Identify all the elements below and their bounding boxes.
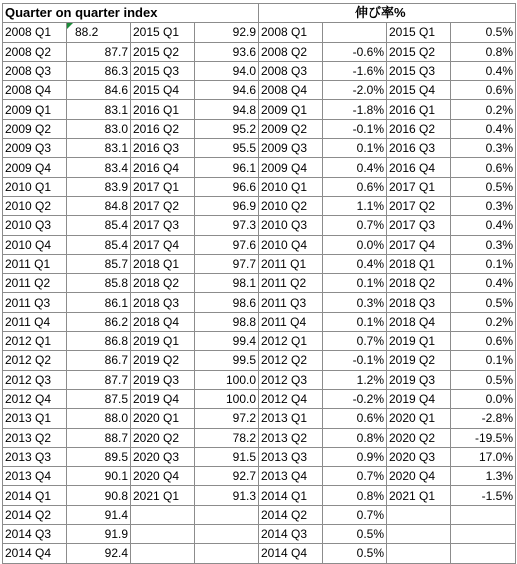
index-value-cell[interactable]: 91.9: [67, 525, 131, 544]
growth-rate-cell[interactable]: 0.3%: [323, 293, 387, 312]
quarter-cell[interactable]: 2016 Q1: [131, 100, 195, 119]
table-row: [3, 139, 516, 158]
growth-rate-cell[interactable]: -1.5%: [451, 486, 516, 505]
quarter-cell[interactable]: 2013 Q3: [3, 447, 67, 466]
index-value-cell[interactable]: 86.2: [67, 312, 131, 331]
quarter-cell[interactable]: 2017 Q2: [131, 196, 195, 215]
table-row: [3, 274, 516, 293]
table-row: [3, 447, 516, 466]
quarter-cell[interactable]: 2012 Q3: [3, 370, 67, 389]
growth-rate-cell[interactable]: [451, 525, 516, 544]
growth-rate-cell[interactable]: -2.8%: [451, 409, 516, 428]
quarter-cell[interactable]: [131, 544, 195, 563]
quarter-cell[interactable]: 2010 Q3: [259, 216, 323, 235]
index-value-cell[interactable]: 85.7: [67, 254, 131, 273]
growth-rate-cell[interactable]: 0.6%: [451, 158, 516, 177]
index-value-cell[interactable]: 87.5: [67, 389, 131, 408]
index-value-cell[interactable]: 99.4: [195, 332, 259, 351]
growth-rate-cell[interactable]: 0.1%: [451, 351, 516, 370]
index-value-cell[interactable]: 83.1: [67, 100, 131, 119]
quarter-cell[interactable]: 2009 Q2: [259, 119, 323, 138]
quarter-cell[interactable]: 2012 Q2: [259, 351, 323, 370]
quarter-cell[interactable]: 2014 Q2: [3, 505, 67, 524]
quarter-cell[interactable]: 2015 Q1: [131, 23, 195, 42]
quarter-cell[interactable]: 2021 Q1: [387, 486, 451, 505]
quarter-cell[interactable]: 2015 Q4: [131, 81, 195, 100]
quarter-cell[interactable]: 2013 Q2: [259, 428, 323, 447]
index-value-cell[interactable]: 88.0: [67, 409, 131, 428]
quarter-cell[interactable]: 2019 Q1: [387, 332, 451, 351]
quarter-cell[interactable]: 2015 Q3: [131, 61, 195, 80]
quarter-cell[interactable]: 2020 Q2: [131, 428, 195, 447]
index-value-cell[interactable]: 87.7: [67, 370, 131, 389]
quarter-cell[interactable]: 2012 Q3: [259, 370, 323, 389]
quarter-cell[interactable]: 2017 Q3: [131, 216, 195, 235]
quarter-cell[interactable]: 2008 Q4: [3, 81, 67, 100]
quarter-cell[interactable]: 2012 Q4: [3, 389, 67, 408]
index-value-cell[interactable]: 96.6: [195, 177, 259, 196]
quarter-cell[interactable]: 2009 Q3: [3, 139, 67, 158]
quarter-cell[interactable]: 2010 Q1: [3, 177, 67, 196]
quarter-cell[interactable]: 2011 Q4: [3, 312, 67, 331]
index-value-cell[interactable]: 99.5: [195, 351, 259, 370]
quarter-cell[interactable]: 2014 Q3: [259, 525, 323, 544]
quarter-cell[interactable]: 2018 Q1: [387, 254, 451, 273]
index-value-cell[interactable]: 97.2: [195, 409, 259, 428]
quarter-cell[interactable]: 2017 Q1: [131, 177, 195, 196]
table-row: [3, 332, 516, 351]
quarter-cell[interactable]: 2013 Q2: [3, 428, 67, 447]
growth-rate-cell[interactable]: 0.6%: [323, 177, 387, 196]
quarter-cell[interactable]: 2016 Q3: [387, 139, 451, 158]
quarter-cell[interactable]: 2010 Q4: [259, 235, 323, 254]
quarter-cell[interactable]: 2020 Q3: [131, 447, 195, 466]
growth-rate-cell[interactable]: 0.5%: [451, 177, 516, 196]
quarter-cell[interactable]: 2009 Q1: [259, 100, 323, 119]
quarter-cell[interactable]: 2011 Q2: [259, 274, 323, 293]
quarter-cell[interactable]: 2021 Q1: [131, 486, 195, 505]
quarter-cell[interactable]: [131, 505, 195, 524]
growth-rate-cell[interactable]: [451, 505, 516, 524]
growth-rate-cell[interactable]: -0.2%: [323, 389, 387, 408]
quarter-cell[interactable]: 2009 Q4: [3, 158, 67, 177]
quarter-cell[interactable]: 2016 Q1: [387, 100, 451, 119]
growth-rate-cell[interactable]: -19.5%: [451, 428, 516, 447]
growth-rate-cell[interactable]: 0.2%: [451, 100, 516, 119]
table-row: [3, 544, 516, 563]
quarter-cell[interactable]: 2019 Q3: [387, 370, 451, 389]
growth-rate-cell[interactable]: 0.0%: [451, 389, 516, 408]
growth-rate-cell[interactable]: 0.5%: [451, 23, 516, 42]
growth-rate-cell[interactable]: -0.6%: [323, 42, 387, 61]
quarter-cell[interactable]: 2013 Q4: [3, 467, 67, 486]
table-row: [3, 100, 516, 119]
growth-rate-cell[interactable]: 17.0%: [451, 447, 516, 466]
index-value-cell[interactable]: 100.0: [195, 389, 259, 408]
index-value-cell[interactable]: 96.9: [195, 196, 259, 215]
table-row: [3, 254, 516, 273]
index-value-cell[interactable]: 92.4: [67, 544, 131, 563]
index-value-cell[interactable]: 85.8: [67, 274, 131, 293]
quarter-cell[interactable]: 2020 Q1: [387, 409, 451, 428]
growth-rate-cell[interactable]: 0.5%: [323, 544, 387, 563]
quarter-cell[interactable]: 2015 Q2: [387, 42, 451, 61]
index-value-cell[interactable]: 97.6: [195, 235, 259, 254]
quarter-cell[interactable]: 2014 Q1: [259, 486, 323, 505]
quarter-cell[interactable]: 2017 Q2: [387, 196, 451, 215]
quarter-cell[interactable]: 2013 Q3: [259, 447, 323, 466]
index-value-cell[interactable]: 88.7: [67, 428, 131, 447]
index-value-cell[interactable]: 94.0: [195, 61, 259, 80]
header-row: [3, 4, 516, 23]
growth-rate-cell[interactable]: 0.8%: [323, 428, 387, 447]
growth-rate-cell[interactable]: 0.4%: [323, 254, 387, 273]
growth-rate-cell[interactable]: 0.7%: [323, 505, 387, 524]
quarter-cell[interactable]: 2009 Q1: [3, 100, 67, 119]
table-row: [3, 467, 516, 486]
growth-rate-cell[interactable]: 0.4%: [451, 61, 516, 80]
index-value-cell[interactable]: 84.6: [67, 81, 131, 100]
growth-rate-cell[interactable]: 0.3%: [451, 139, 516, 158]
quarter-cell[interactable]: 2009 Q4: [259, 158, 323, 177]
quarter-cell[interactable]: 2019 Q2: [131, 351, 195, 370]
index-value-cell[interactable]: 85.4: [67, 235, 131, 254]
quarter-cell[interactable]: 2015 Q1: [387, 23, 451, 42]
quarter-cell[interactable]: 2009 Q2: [3, 119, 67, 138]
table-row: [3, 389, 516, 408]
growth-rate-cell[interactable]: 0.4%: [451, 216, 516, 235]
growth-rate-cell[interactable]: -0.1%: [323, 119, 387, 138]
growth-rate-cell[interactable]: 0.5%: [451, 293, 516, 312]
growth-rate-cell[interactable]: 0.7%: [323, 467, 387, 486]
index-value-cell[interactable]: 94.8: [195, 100, 259, 119]
quarter-cell[interactable]: [131, 525, 195, 544]
quarter-cell[interactable]: 2010 Q2: [259, 196, 323, 215]
table-row: [3, 486, 516, 505]
growth-rate-cell[interactable]: 0.7%: [323, 332, 387, 351]
growth-rate-cell[interactable]: 0.8%: [323, 486, 387, 505]
quarter-cell[interactable]: 2017 Q4: [387, 235, 451, 254]
quarter-cell[interactable]: 2019 Q4: [131, 389, 195, 408]
quarter-cell[interactable]: 2009 Q3: [259, 139, 323, 158]
table-row: [3, 428, 516, 447]
quarter-cell[interactable]: 2008 Q2: [3, 42, 67, 61]
quarter-cell[interactable]: 2020 Q4: [131, 467, 195, 486]
header-title-right[interactable]: 伸び率%: [259, 4, 516, 23]
table-row: [3, 370, 516, 389]
quarter-cell[interactable]: 2018 Q4: [131, 312, 195, 331]
table-row: [3, 525, 516, 544]
index-value-cell[interactable]: 95.5: [195, 139, 259, 158]
spreadsheet-grid: [2, 3, 516, 564]
index-value-cell[interactable]: [195, 525, 259, 544]
index-value-cell[interactable]: 92.9: [195, 23, 259, 42]
quarter-cell[interactable]: 2020 Q4: [387, 467, 451, 486]
quarter-cell[interactable]: 2014 Q4: [3, 544, 67, 563]
quarter-cell[interactable]: 2008 Q4: [259, 81, 323, 100]
quarter-cell[interactable]: 2008 Q1: [3, 23, 67, 42]
growth-rate-cell[interactable]: 0.6%: [451, 81, 516, 100]
quarter-cell[interactable]: 2011 Q2: [3, 274, 67, 293]
index-value-cell[interactable]: 86.1: [67, 293, 131, 312]
index-value-cell[interactable]: 83.4: [67, 158, 131, 177]
table-row: [3, 61, 516, 80]
quarter-cell[interactable]: 2016 Q4: [131, 158, 195, 177]
index-value-cell[interactable]: 85.4: [67, 216, 131, 235]
quarter-cell[interactable]: 2010 Q1: [259, 177, 323, 196]
growth-rate-cell[interactable]: -2.0%: [323, 81, 387, 100]
growth-rate-cell[interactable]: 0.4%: [323, 158, 387, 177]
table-row: [3, 81, 516, 100]
index-value-cell[interactable]: 86.3: [67, 61, 131, 80]
growth-rate-cell[interactable]: 0.0%: [323, 235, 387, 254]
quarter-cell[interactable]: 2014 Q1: [3, 486, 67, 505]
table-row: [3, 42, 516, 61]
table-row: [3, 23, 516, 42]
quarter-cell[interactable]: 2011 Q4: [259, 312, 323, 331]
growth-rate-cell[interactable]: [323, 23, 387, 42]
quarter-cell[interactable]: 2020 Q1: [131, 409, 195, 428]
quarter-cell[interactable]: 2013 Q1: [259, 409, 323, 428]
table-row: [3, 351, 516, 370]
growth-rate-cell[interactable]: 0.1%: [323, 274, 387, 293]
index-value-cell[interactable]: 96.1: [195, 158, 259, 177]
index-value-cell[interactable]: 86.7: [67, 351, 131, 370]
quarter-cell[interactable]: 2011 Q3: [3, 293, 67, 312]
growth-rate-cell[interactable]: 0.3%: [451, 235, 516, 254]
index-value-cell[interactable]: 89.5: [67, 447, 131, 466]
quarter-cell[interactable]: 2013 Q1: [3, 409, 67, 428]
quarter-cell[interactable]: 2018 Q2: [387, 274, 451, 293]
quarter-cell[interactable]: 2008 Q3: [259, 61, 323, 80]
growth-rate-cell[interactable]: 0.3%: [451, 196, 516, 215]
quarter-cell[interactable]: 2017 Q1: [387, 177, 451, 196]
index-value-cell[interactable]: 83.9: [67, 177, 131, 196]
table-row: [3, 293, 516, 312]
growth-rate-cell[interactable]: 0.4%: [451, 119, 516, 138]
growth-rate-cell[interactable]: 0.4%: [451, 274, 516, 293]
quarter-cell[interactable]: 2019 Q3: [131, 370, 195, 389]
quarter-cell[interactable]: 2018 Q3: [387, 293, 451, 312]
table-row: [3, 196, 516, 215]
quarter-cell[interactable]: 2020 Q3: [387, 447, 451, 466]
index-value-cell[interactable]: 90.8: [67, 486, 131, 505]
growth-rate-cell[interactable]: 0.2%: [451, 312, 516, 331]
growth-rate-cell[interactable]: 0.9%: [323, 447, 387, 466]
growth-rate-cell[interactable]: 0.5%: [451, 370, 516, 389]
quarter-cell[interactable]: 2015 Q4: [387, 81, 451, 100]
index-value-cell[interactable]: 94.6: [195, 81, 259, 100]
index-value-cell[interactable]: 83.0: [67, 119, 131, 138]
growth-rate-cell[interactable]: 0.7%: [323, 216, 387, 235]
table-row: [3, 312, 516, 331]
quarter-cell[interactable]: [387, 505, 451, 524]
table-row: [3, 119, 516, 138]
quarter-cell[interactable]: 2016 Q2: [387, 119, 451, 138]
index-value-cell[interactable]: 97.3: [195, 216, 259, 235]
quarter-cell[interactable]: 2018 Q4: [387, 312, 451, 331]
table-row: [3, 177, 516, 196]
quarter-cell[interactable]: 2014 Q3: [3, 525, 67, 544]
quarter-cell[interactable]: 2019 Q4: [387, 389, 451, 408]
quarter-cell[interactable]: 2008 Q1: [259, 23, 323, 42]
index-value-cell[interactable]: 91.4: [67, 505, 131, 524]
table-row: [3, 216, 516, 235]
index-value-cell[interactable]: 87.7: [67, 42, 131, 61]
index-value-cell[interactable]: [195, 544, 259, 563]
index-value-cell[interactable]: 98.8: [195, 312, 259, 331]
index-value-cell[interactable]: 97.7: [195, 254, 259, 273]
selected-cell[interactable]: 88.2: [67, 23, 131, 42]
index-value-cell[interactable]: 93.6: [195, 42, 259, 61]
growth-rate-cell[interactable]: [451, 544, 516, 563]
growth-rate-cell[interactable]: -1.8%: [323, 100, 387, 119]
growth-rate-cell[interactable]: 1.2%: [323, 370, 387, 389]
table-row: [3, 235, 516, 254]
index-value-cell[interactable]: 95.2: [195, 119, 259, 138]
index-value-cell[interactable]: 98.1: [195, 274, 259, 293]
growth-rate-cell[interactable]: 0.8%: [451, 42, 516, 61]
quarter-cell[interactable]: 2010 Q2: [3, 196, 67, 215]
quarter-cell[interactable]: 2012 Q1: [259, 332, 323, 351]
table-row: [3, 505, 516, 524]
growth-rate-cell[interactable]: 0.5%: [323, 525, 387, 544]
quarter-cell[interactable]: 2017 Q3: [387, 216, 451, 235]
quarter-cell[interactable]: 2010 Q3: [3, 216, 67, 235]
quarter-cell[interactable]: 2018 Q3: [131, 293, 195, 312]
growth-rate-cell[interactable]: 0.1%: [323, 312, 387, 331]
index-value-cell[interactable]: 90.1: [67, 467, 131, 486]
quarter-cell[interactable]: 2018 Q2: [131, 274, 195, 293]
quarter-cell[interactable]: 2010 Q4: [3, 235, 67, 254]
growth-rate-cell[interactable]: 0.6%: [323, 409, 387, 428]
quarter-cell[interactable]: 2018 Q1: [131, 254, 195, 273]
growth-rate-cell[interactable]: 0.6%: [451, 332, 516, 351]
index-value-cell[interactable]: 84.8: [67, 196, 131, 215]
quarter-cell[interactable]: 2015 Q3: [387, 61, 451, 80]
index-value-cell[interactable]: 98.6: [195, 293, 259, 312]
quarter-cell[interactable]: 2012 Q4: [259, 389, 323, 408]
quarter-cell[interactable]: 2013 Q4: [259, 467, 323, 486]
growth-rate-cell[interactable]: 0.1%: [451, 254, 516, 273]
growth-rate-cell[interactable]: -0.1%: [323, 351, 387, 370]
table-row: [3, 158, 516, 177]
index-value-cell[interactable]: 78.2: [195, 428, 259, 447]
growth-rate-cell[interactable]: 1.3%: [451, 467, 516, 486]
quarter-cell[interactable]: 2011 Q1: [259, 254, 323, 273]
quarter-cell[interactable]: 2019 Q2: [387, 351, 451, 370]
quarter-cell[interactable]: [387, 544, 451, 563]
quarter-cell[interactable]: 2020 Q2: [387, 428, 451, 447]
index-value-cell[interactable]: 83.1: [67, 139, 131, 158]
index-value-cell[interactable]: 91.5: [195, 447, 259, 466]
quarter-cell[interactable]: 2015 Q2: [131, 42, 195, 61]
index-value-cell[interactable]: [195, 505, 259, 524]
quarter-cell[interactable]: 2008 Q2: [259, 42, 323, 61]
quarter-cell[interactable]: [387, 525, 451, 544]
index-value-cell[interactable]: 91.3: [195, 486, 259, 505]
quarter-cell[interactable]: 2016 Q2: [131, 119, 195, 138]
quarter-cell[interactable]: 2008 Q3: [3, 61, 67, 80]
quarter-cell[interactable]: 2011 Q3: [259, 293, 323, 312]
quarter-cell[interactable]: 2016 Q3: [131, 139, 195, 158]
quarter-cell[interactable]: 2016 Q4: [387, 158, 451, 177]
quarter-cell[interactable]: 2019 Q1: [131, 332, 195, 351]
quarter-cell[interactable]: 2012 Q2: [3, 351, 67, 370]
quarter-cell[interactable]: 2017 Q4: [131, 235, 195, 254]
growth-rate-cell[interactable]: 0.1%: [323, 139, 387, 158]
quarter-cell[interactable]: 2014 Q4: [259, 544, 323, 563]
index-value-cell[interactable]: 86.8: [67, 332, 131, 351]
header-title-left[interactable]: Quarter on quarter index: [3, 4, 259, 23]
quarter-cell[interactable]: 2011 Q1: [3, 254, 67, 273]
growth-rate-cell[interactable]: 1.1%: [323, 196, 387, 215]
quarter-cell[interactable]: 2012 Q1: [3, 332, 67, 351]
quarter-cell[interactable]: 2014 Q2: [259, 505, 323, 524]
growth-rate-cell[interactable]: -1.6%: [323, 61, 387, 80]
index-value-cell[interactable]: 92.7: [195, 467, 259, 486]
table-row: [3, 409, 516, 428]
index-value-cell[interactable]: 100.0: [195, 370, 259, 389]
